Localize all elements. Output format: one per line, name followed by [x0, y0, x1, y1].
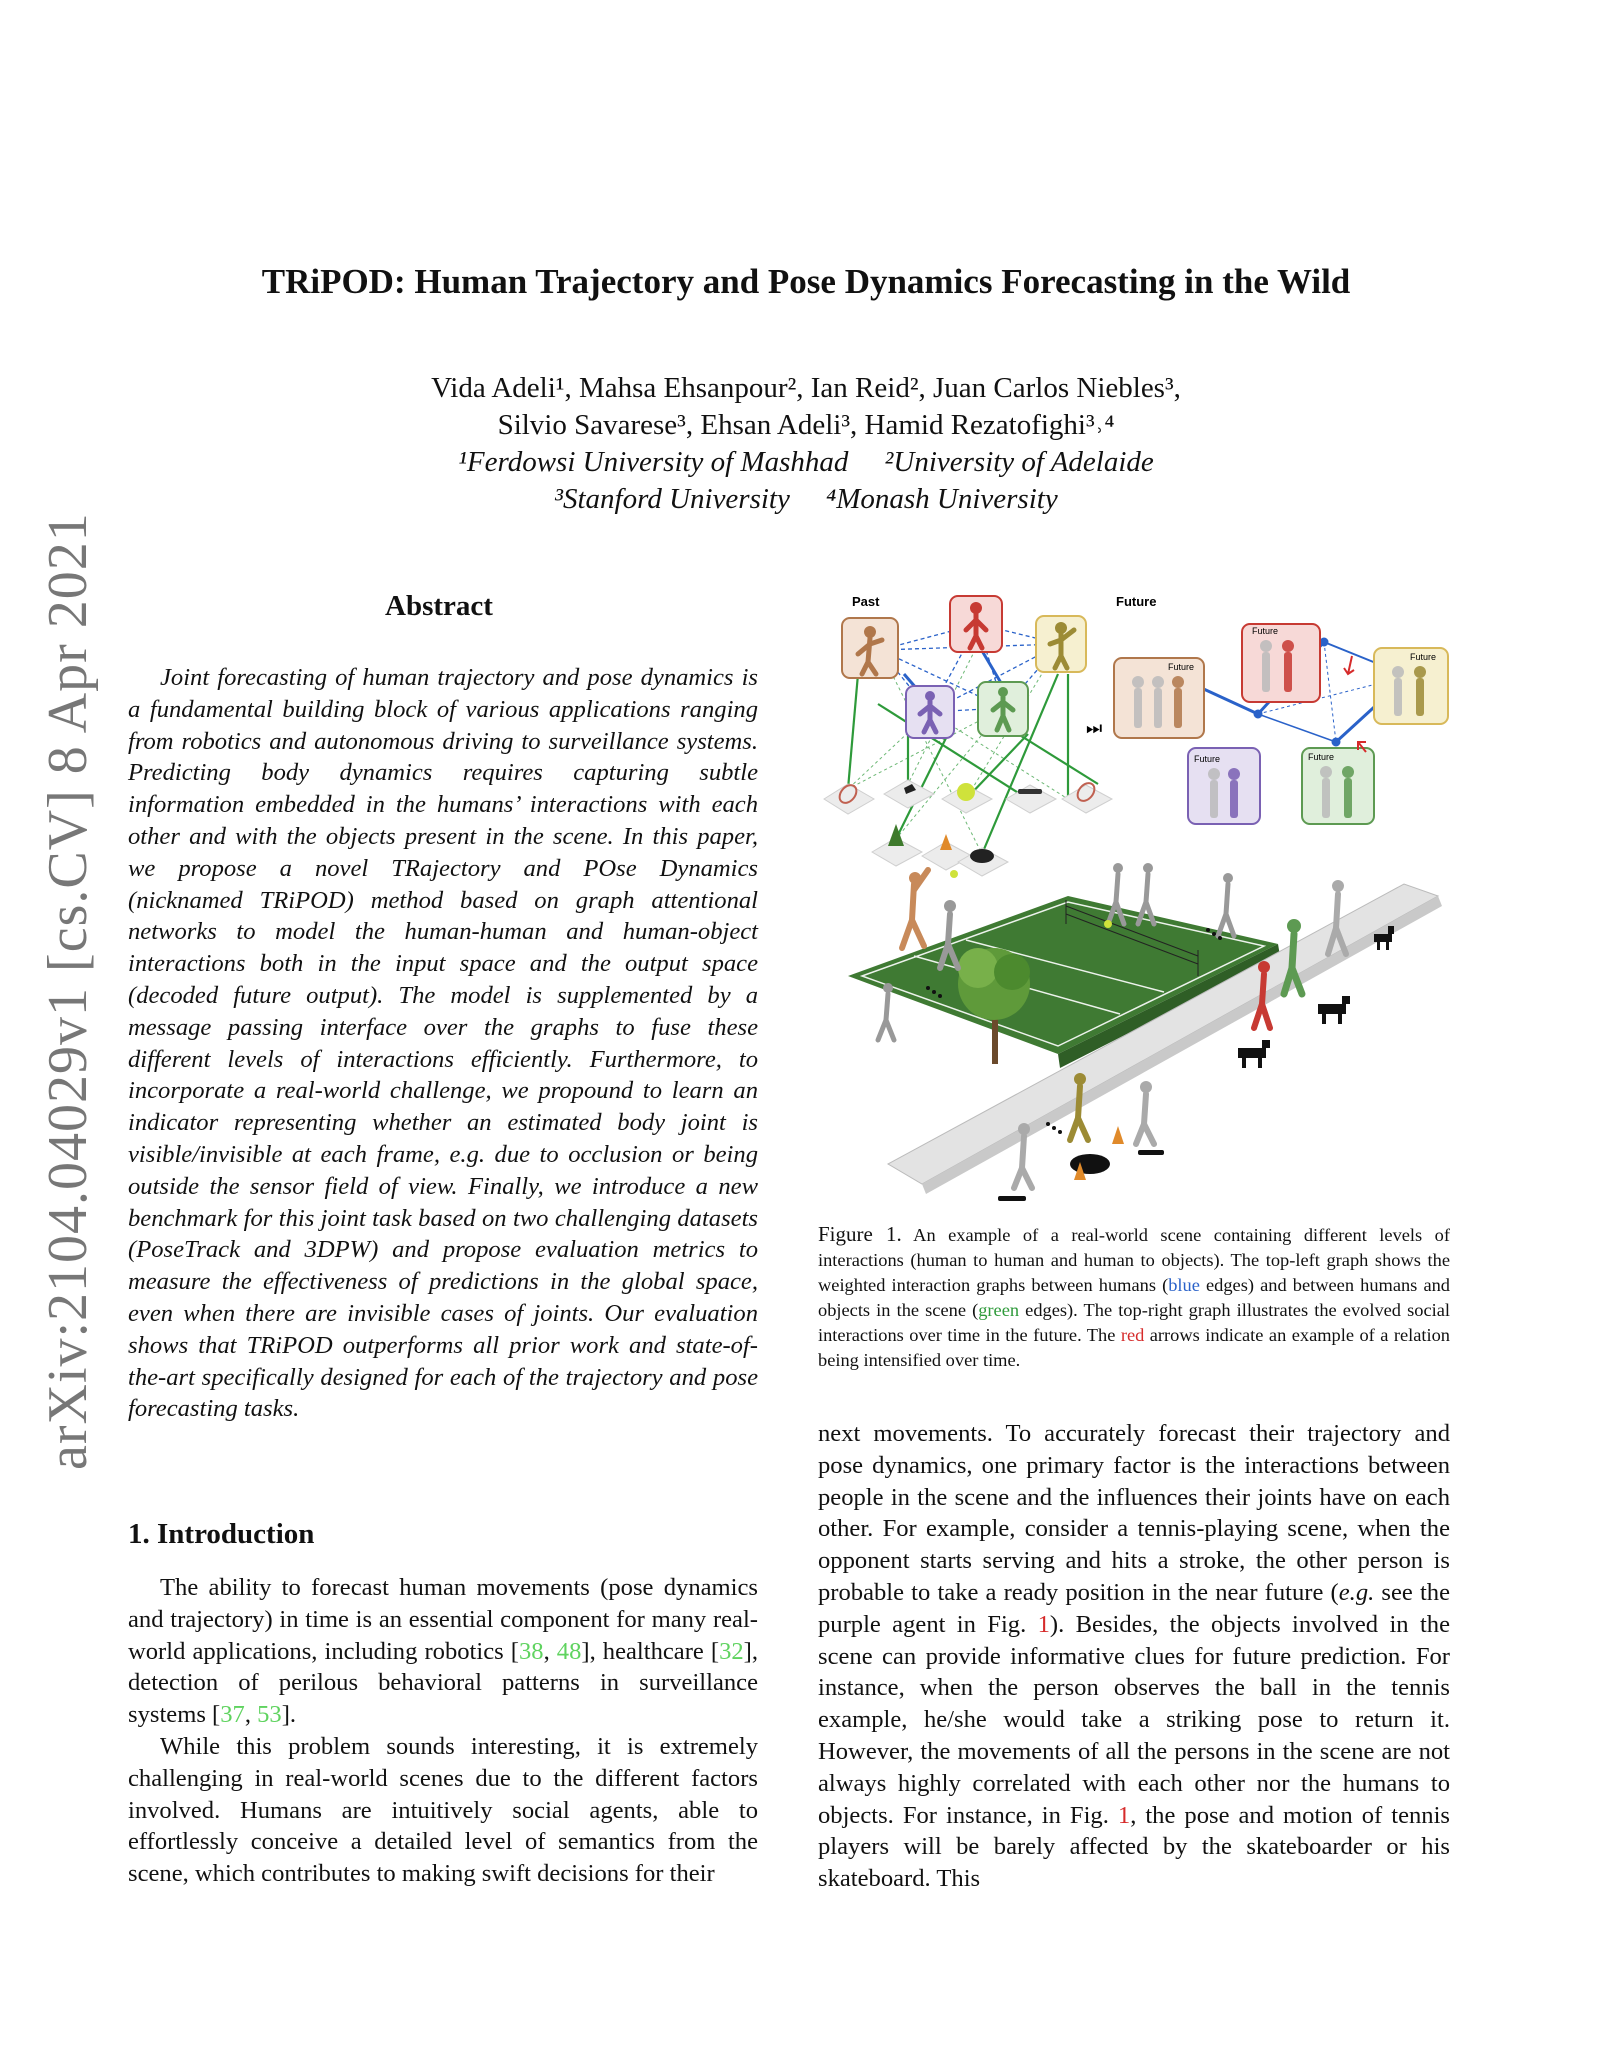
- introduction-heading: 1. Introduction: [128, 1518, 315, 1550]
- arxiv-stamp: arXiv:2104.04029v1 [cs.CV] 8 Apr 2021: [37, 512, 99, 1470]
- figure-1-caption: Figure 1. An example of a real-world scene containing different levels of interactions (human to human and human to objects). The top-left graph shows the weighted interaction graphs between humans (blue edges) and between humans and objects in the scene (green edges). The top-right graph illustrates the evolved social interactions over time in the future. The red arrows indicate an example of a relation being intensified over time.: [818, 1222, 1451, 1370]
- figure-ref-2[interactable]: 1: [1117, 1801, 1131, 1829]
- intensified-arrows: [1344, 656, 1366, 752]
- caption-blue-word: blue: [1168, 1275, 1200, 1295]
- citation-48[interactable]: 48: [556, 1637, 582, 1665]
- intro-paragraph-2: While this problem sounds interesting, it is extremely challenging in real-world scenes due to the different factors involved. Humans are intuitively social agents, able to effortlessly conceive a detailed level of semantics from the scene, which contributes to making swift decisions for their: [128, 1732, 758, 1888]
- caption-red-word: red: [1120, 1325, 1145, 1345]
- svg-text:Future: Future: [1410, 652, 1437, 662]
- past-object-edges: [848, 674, 1098, 854]
- authors-line-1: Vida Adeli¹, Mahsa Ehsanpour², Ian Reid², Juan Carlos Niebles³,: [431, 372, 1181, 404]
- future-human-nodes: [1114, 624, 1448, 824]
- figure-label-future: Future: [1116, 594, 1157, 609]
- figure-label-past: Past: [852, 594, 880, 609]
- citation-53[interactable]: 53: [257, 1701, 282, 1729]
- right-column-text: [818, 1418, 1450, 1895]
- figure-1-illustration: [818, 584, 1450, 1204]
- authors-line-2: Silvio Savarese³, Ehsan Adeli³, Hamid Rezatofighi³˒⁴: [497, 409, 1115, 441]
- svg-text:Future: Future: [1168, 662, 1195, 672]
- caption-green-word: green: [978, 1300, 1020, 1320]
- citation-38[interactable]: 38: [518, 1637, 544, 1665]
- svg-text:Future: Future: [1194, 754, 1221, 764]
- figure-1: [818, 584, 1450, 1209]
- right-paragraph: next movements. To accurately forecast their trajectory and pose dynamics, one primary factor is the interactions between people in the scene and the influences their joints have on each other. For example, consider a tennis-playing scene, when the opponent starts serving and hits a stroke, the other person is probable to take a ready position in the near future (e.g. see the purple agent in Fig. 1). Besides, the objects involved in the scene can provide informative clues for future prediction. For instance, when the person observes the ball in the tennis example, he/she would take a striking pose to return it. However, the movements of all the persons in the scene are not always highly correlated with each other nor the humans to objects. For instance, in Fig. 1, the pose and motion of tennis players will be barely affected by the skateboarder or his skateboard. This: [818, 1420, 1450, 1893]
- svg-text:Future: Future: [1252, 626, 1279, 636]
- abstract-text: Joint forecasting of human trajectory and pose dynamics is a fundamental building block of various applications ranging from robotics and autonomous driving to surveillance systems. Predicting body dynamics requires capturing subtle information embedded in the humans’ interactions with each other and with the objects present in the scene. In this paper, we propose a novel TRajectory and POse Dynamics (nicknamed TRiPOD) method based on graph attentional networks to model the human-human and human-object interactions both in the input space and the output space (decoded future output). The model is supplemented by a message passing interface over the graphs to fuse these different levels of interactions efficiently. Furthermore, to incorporate a real-world challenge, we propound to learn an indicator representing whether an estimated body joint is visible/invisible at each frame, e.g. due to occlusion or being outside the sensor field of view. Finally, we introduce a new benchmark for this joint task based on two challenging datasets (PoseTrack and 3DPW) and propose evaluation metrics to measure the effectiveness of predictions in the global space, even when there are invisible cases of joints. Our evaluation shows that TRiPOD outperforms all prior work and state-of-the-art specifically designed for each of the trajectory and pose forecasting tasks.: [128, 664, 758, 1423]
- past-human-nodes: [842, 596, 1086, 738]
- abstract-heading: Abstract: [385, 590, 493, 622]
- authors-block: [0, 370, 1612, 518]
- introduction-body: [128, 1572, 758, 1890]
- figure-ref-1[interactable]: 1: [1037, 1610, 1050, 1638]
- intro-paragraph-1: The ability to forecast human movements (pose dynamics and trajectory) in time is an essential component for many real-world applications, including robotics [38, 48], healthcare [32], detection of perilous behavioral patterns in surveillance systems [37, 53].: [128, 1574, 759, 1729]
- affiliations-line-1: ¹Ferdowsi University of Mashhad ²University of Adelaide: [458, 446, 1154, 478]
- svg-text:Future: Future: [1308, 752, 1335, 762]
- abstract-body: [128, 662, 758, 1425]
- forward-icon: ⏭: [1086, 718, 1103, 739]
- affiliations-line-2: ³Stanford University ⁴Monash University: [554, 483, 1058, 515]
- citation-32[interactable]: 32: [719, 1637, 744, 1665]
- paper-title: TRiPOD: Human Trajectory and Pose Dynamics Forecasting in the Wild: [261, 262, 1351, 301]
- citation-37[interactable]: 37: [220, 1701, 245, 1729]
- figure-1-label: Figure 1.: [818, 1222, 902, 1246]
